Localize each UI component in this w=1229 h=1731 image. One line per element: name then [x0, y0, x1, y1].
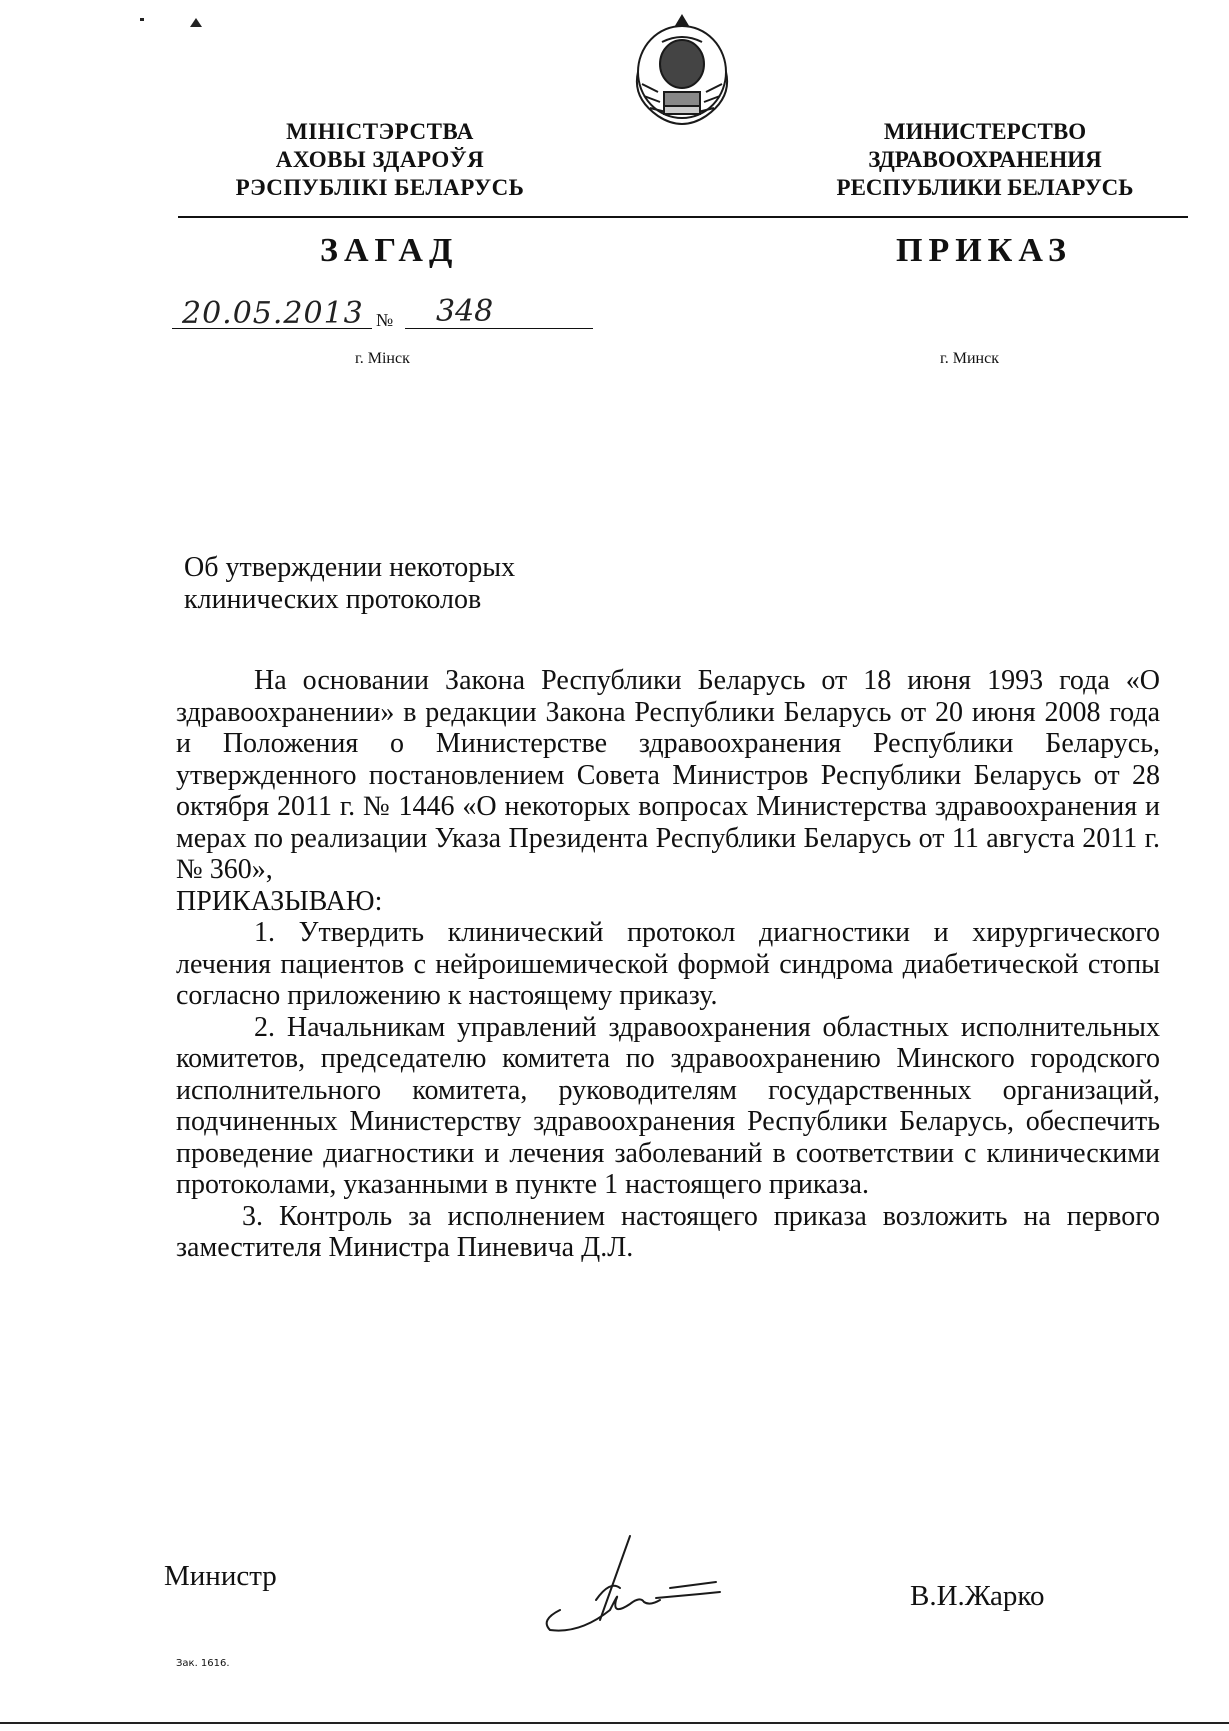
order-body: [176, 665, 1160, 1264]
letterhead-be: [195, 118, 565, 202]
doc-type-ru: ПРИКАЗ: [896, 232, 1072, 269]
letterhead-ru-line-3: РЕСПУБЛИКИ БЕЛАРУСЬ: [836, 175, 1134, 200]
order-number: 348: [436, 294, 494, 329]
number-underline: [405, 328, 593, 329]
scan-speck: [140, 18, 144, 21]
doc-type-be: ЗАГАД: [320, 232, 459, 269]
item-2-paragraph: 2. Начальникам управлений здравоохранения областных исполнительных комитетов, председателю комитета по здравоохранению Минского городского исполнительного комитета, руководителям государственных организаций, подчиненных Министерству здравоохранения Республики Беларусь, обеспечить проведение диагностики и лечения заболеваний в соответствии с клиническими протоколами, указанными в пункте 1 настоящего приказа.: [176, 1011, 1160, 1200]
letterhead-ru-line-1: МИНИСТЕРСТВО: [883, 119, 1087, 144]
order-word: ПРИКАЗЫВАЮ:: [176, 885, 383, 917]
letterhead-divider: [178, 216, 1188, 218]
letterhead-be-line-1: МІНІСТЭРСТВА: [286, 119, 474, 144]
print-order-code: Зак. 1616.: [176, 1658, 230, 1669]
letterhead-ru-line-2: ЗДРАВООХРАНЕНИЯ: [868, 147, 1102, 172]
city-be: г. Мінск: [355, 350, 410, 367]
letterhead-be-line-2: АХОВЫ ЗДАРОЎЯ: [275, 147, 485, 172]
scan-mark: [190, 18, 202, 27]
scan-bottom-edge: [0, 1722, 1229, 1724]
signatory-title: Министр: [164, 1560, 277, 1592]
subject-line-2: клинических протоколов: [184, 584, 482, 615]
item-1-paragraph: 1. Утвердить клинический протокол диагностики и хирургического лечения пациентов с нейроишемической формой синдрома диабетической стопы согласно приложению к настоящему приказу.: [176, 917, 1160, 1011]
letterhead-ru: [800, 118, 1170, 202]
order-date: 20.05.2013: [182, 296, 364, 331]
subject-line-1: Об утверждении некоторых: [184, 552, 516, 583]
number-sign: №: [376, 310, 394, 330]
signatory-name: В.И.Жарко: [910, 1580, 1045, 1612]
state-emblem-icon: [628, 12, 736, 130]
city-ru: г. Минск: [940, 350, 999, 367]
letterhead-be-line-3: РЭСПУБЛІКІ БЕЛАРУСЬ: [235, 175, 525, 200]
date-underline: [172, 328, 372, 329]
order-subject: [184, 552, 604, 616]
preamble-paragraph: На основании Закона Республики Беларусь от 18 июня 1993 года «О здравоохранении» в редакции Закона Республики Беларусь от 20 июня 2008 года и Положения о Министерстве здравоохранения Республики Беларусь, утвержденного постановлением Совета Министров Республики Беларусь от 28 октября 2011 г. № 1446 «О некоторых вопросах Министерства здравоохранения и мерах по реализации Указа Президента Республики Беларусь от 11 августа 2011 г. № 360»,: [176, 665, 1160, 885]
item-3-paragraph: 3. Контроль за исполнением настоящего приказа возложить на первого заместителя Министра Пиневича Д.Л.: [176, 1200, 1160, 1263]
handwritten-signature-icon: [520, 1530, 740, 1640]
